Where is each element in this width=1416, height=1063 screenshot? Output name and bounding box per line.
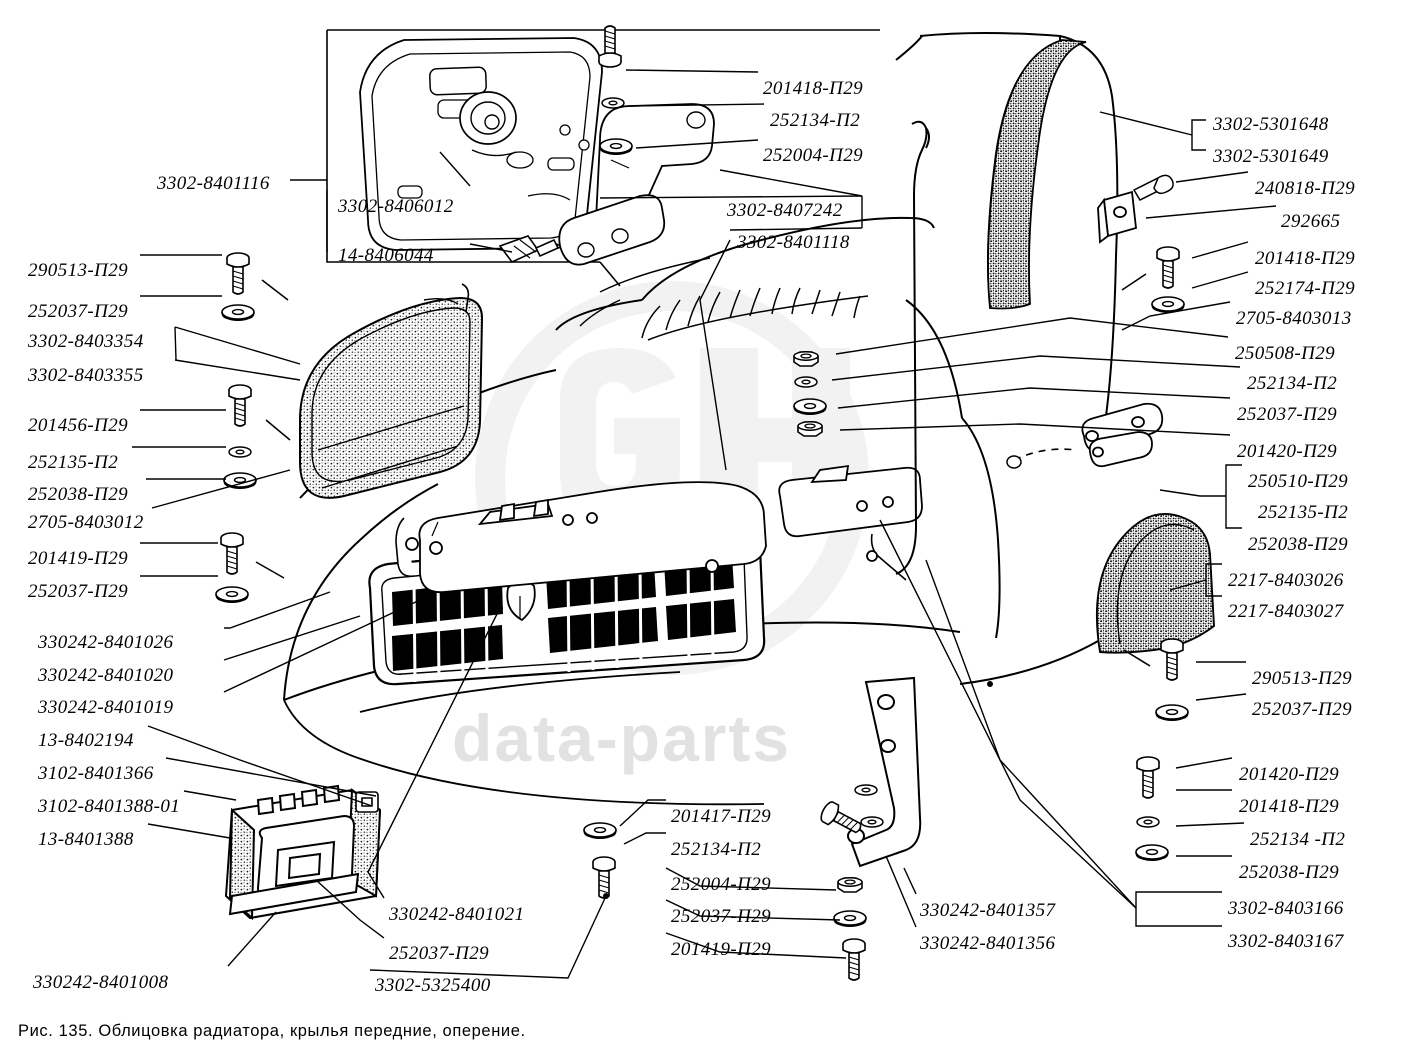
part-label-l-201418-p29-right2: 201418-П29 <box>1239 796 1340 817</box>
part-label-l-330242-8401026: 330242-8401026 <box>38 632 174 653</box>
part-label-l-201420-p29-right1: 201420-П29 <box>1237 441 1338 462</box>
part-label-l-330242-8401357: 330242-8401357 <box>920 900 1056 921</box>
fastener-stack-left-3 <box>216 533 284 602</box>
part-label-l-252134-p2-bottom: 252134-П2 <box>671 839 762 860</box>
fastener-stack-left-1 <box>222 253 288 320</box>
part-label-l-201418-p29-top: 201418-П29 <box>763 78 864 99</box>
part-label-l-330242-8401020: 330242-8401020 <box>38 665 174 686</box>
part-label-l-252004-p29-bottom: 252004-П29 <box>671 874 772 895</box>
part-label-l-3302-8401118: 3302-8401118 <box>737 232 850 253</box>
part-label-l-252135-p2-left: 252135-П2 <box>28 452 119 473</box>
part-label-l-250508-p29: 250508-П29 <box>1235 343 1336 364</box>
part-label-l-3302-8403167: 3302-8403167 <box>1228 931 1344 952</box>
part-label-l-252038-p29-right: 252038-П29 <box>1248 534 1349 555</box>
part-label-l-292665: 292665 <box>1281 211 1341 232</box>
part-label-l-252134-p2-right2: 252134 -П2 <box>1250 829 1346 850</box>
part-label-l-330242-8401021: 330242-8401021 <box>389 904 525 925</box>
part-label-l-2705-8403012: 2705-8403012 <box>28 512 144 533</box>
part-label-l-3302-8406012: 3302-8406012 <box>338 196 454 217</box>
part-label-l-290513-p29-left: 290513-П29 <box>28 260 129 281</box>
part-label-l-3302-8401116: 3302-8401116 <box>157 173 270 194</box>
part-label-l-252037-p29-right1: 252037-П29 <box>1237 404 1338 425</box>
part-label-l-2705-8403013: 2705-8403013 <box>1236 308 1352 329</box>
part-label-l-252038-p29-left: 252038-П29 <box>28 484 129 505</box>
part-label-l-201456-p29: 201456-П29 <box>28 415 129 436</box>
part-label-l-2217-8403027: 2217-8403027 <box>1228 601 1344 622</box>
part-3302-8401118-inner-panel <box>779 466 922 580</box>
part-label-l-252134-p2-right: 252134-П2 <box>1247 373 1338 394</box>
part-label-l-252004-p29-top: 252004-П29 <box>763 145 864 166</box>
part-label-l-252037-p29-bottom: 252037-П29 <box>389 943 490 964</box>
part-label-l-201417-p29: 201417-П29 <box>671 806 772 827</box>
figure-caption: Рис. 135. Облицовка радиатора, крылья передние, оперение. <box>18 1022 526 1040</box>
part-label-l-3302-5301649: 3302-5301649 <box>1213 146 1329 167</box>
part-label-l-2217-8403026: 2217-8403026 <box>1228 570 1344 591</box>
part-label-l-3302-5301648: 3302-5301648 <box>1213 114 1329 135</box>
part-label-l-201418-p29-right: 201418-П29 <box>1255 248 1356 269</box>
part-label-l-201420-p29-right2: 201420-П29 <box>1239 764 1340 785</box>
part-label-l-13-8402194: 13-8402194 <box>38 730 134 751</box>
fastener-stack-right-1 <box>1122 247 1184 312</box>
part-label-l-252134-p2-top: 252134-П2 <box>770 110 861 131</box>
part-3302-8406012-lock-cover <box>360 38 602 250</box>
part-label-l-3102-8401366: 3102-8401366 <box>38 763 154 784</box>
part-label-l-201419-p29-left: 201419-П29 <box>28 548 129 569</box>
part-label-l-201419-p29-bottom: 201419-П29 <box>671 939 772 960</box>
part-label-l-3302-8407242: 3302-8407242 <box>727 200 843 221</box>
part-label-l-252135-p2-right: 252135-П2 <box>1258 502 1349 523</box>
lower-apron <box>284 672 764 804</box>
part-label-l-13-8401388: 13-8401388 <box>38 829 134 850</box>
fastener-stack-bottom-center <box>818 785 883 980</box>
part-label-l-330242-8401008: 330242-8401008 <box>33 972 169 993</box>
part-label-l-3302-8403355: 3302-8403355 <box>28 365 144 386</box>
part-label-l-3302-5325400: 3302-5325400 <box>375 975 491 996</box>
part-label-l-252038-p29-right2: 252038-П29 <box>1239 862 1340 883</box>
part-label-l-290513-p29-right: 290513-П29 <box>1252 668 1353 689</box>
part-label-l-252037-p29-right2: 252037-П29 <box>1252 699 1353 720</box>
fastener-stack-right-3 <box>1136 757 1168 860</box>
part-label-l-252037-p29-left2: 252037-П29 <box>28 581 129 602</box>
part-label-l-3302-8403166: 3302-8403166 <box>1228 898 1344 919</box>
part-label-l-250510-p29: 250510-П29 <box>1248 471 1349 492</box>
part-3302-5301648-windshield-seal <box>988 40 1086 309</box>
fastener-240818-screw <box>1134 175 1173 200</box>
part-label-l-3102-8401388-01: 3102-8401388-01 <box>38 796 181 817</box>
part-label-l-252174-p29: 252174-П29 <box>1255 278 1356 299</box>
part-label-l-14-8406044: 14-8406044 <box>338 245 434 266</box>
fastener-stack-grille-bottom <box>584 823 616 898</box>
part-3302-8403354-front-fender-left <box>300 284 482 498</box>
part-label-l-252037-p29-left1: 252037-П29 <box>28 301 129 322</box>
part-label-l-330242-8401356: 330242-8401356 <box>920 933 1056 954</box>
part-330242-8401357-bracket <box>848 678 920 866</box>
part-label-l-330242-8401019: 330242-8401019 <box>38 697 174 718</box>
watermark-text: data-parts <box>452 701 792 775</box>
part-label-l-252037-p29-bottom2: 252037-П29 <box>671 906 772 927</box>
part-label-l-240818-p29: 240818-П29 <box>1255 178 1356 199</box>
part-label-l-3302-8403354: 3302-8403354 <box>28 331 144 352</box>
